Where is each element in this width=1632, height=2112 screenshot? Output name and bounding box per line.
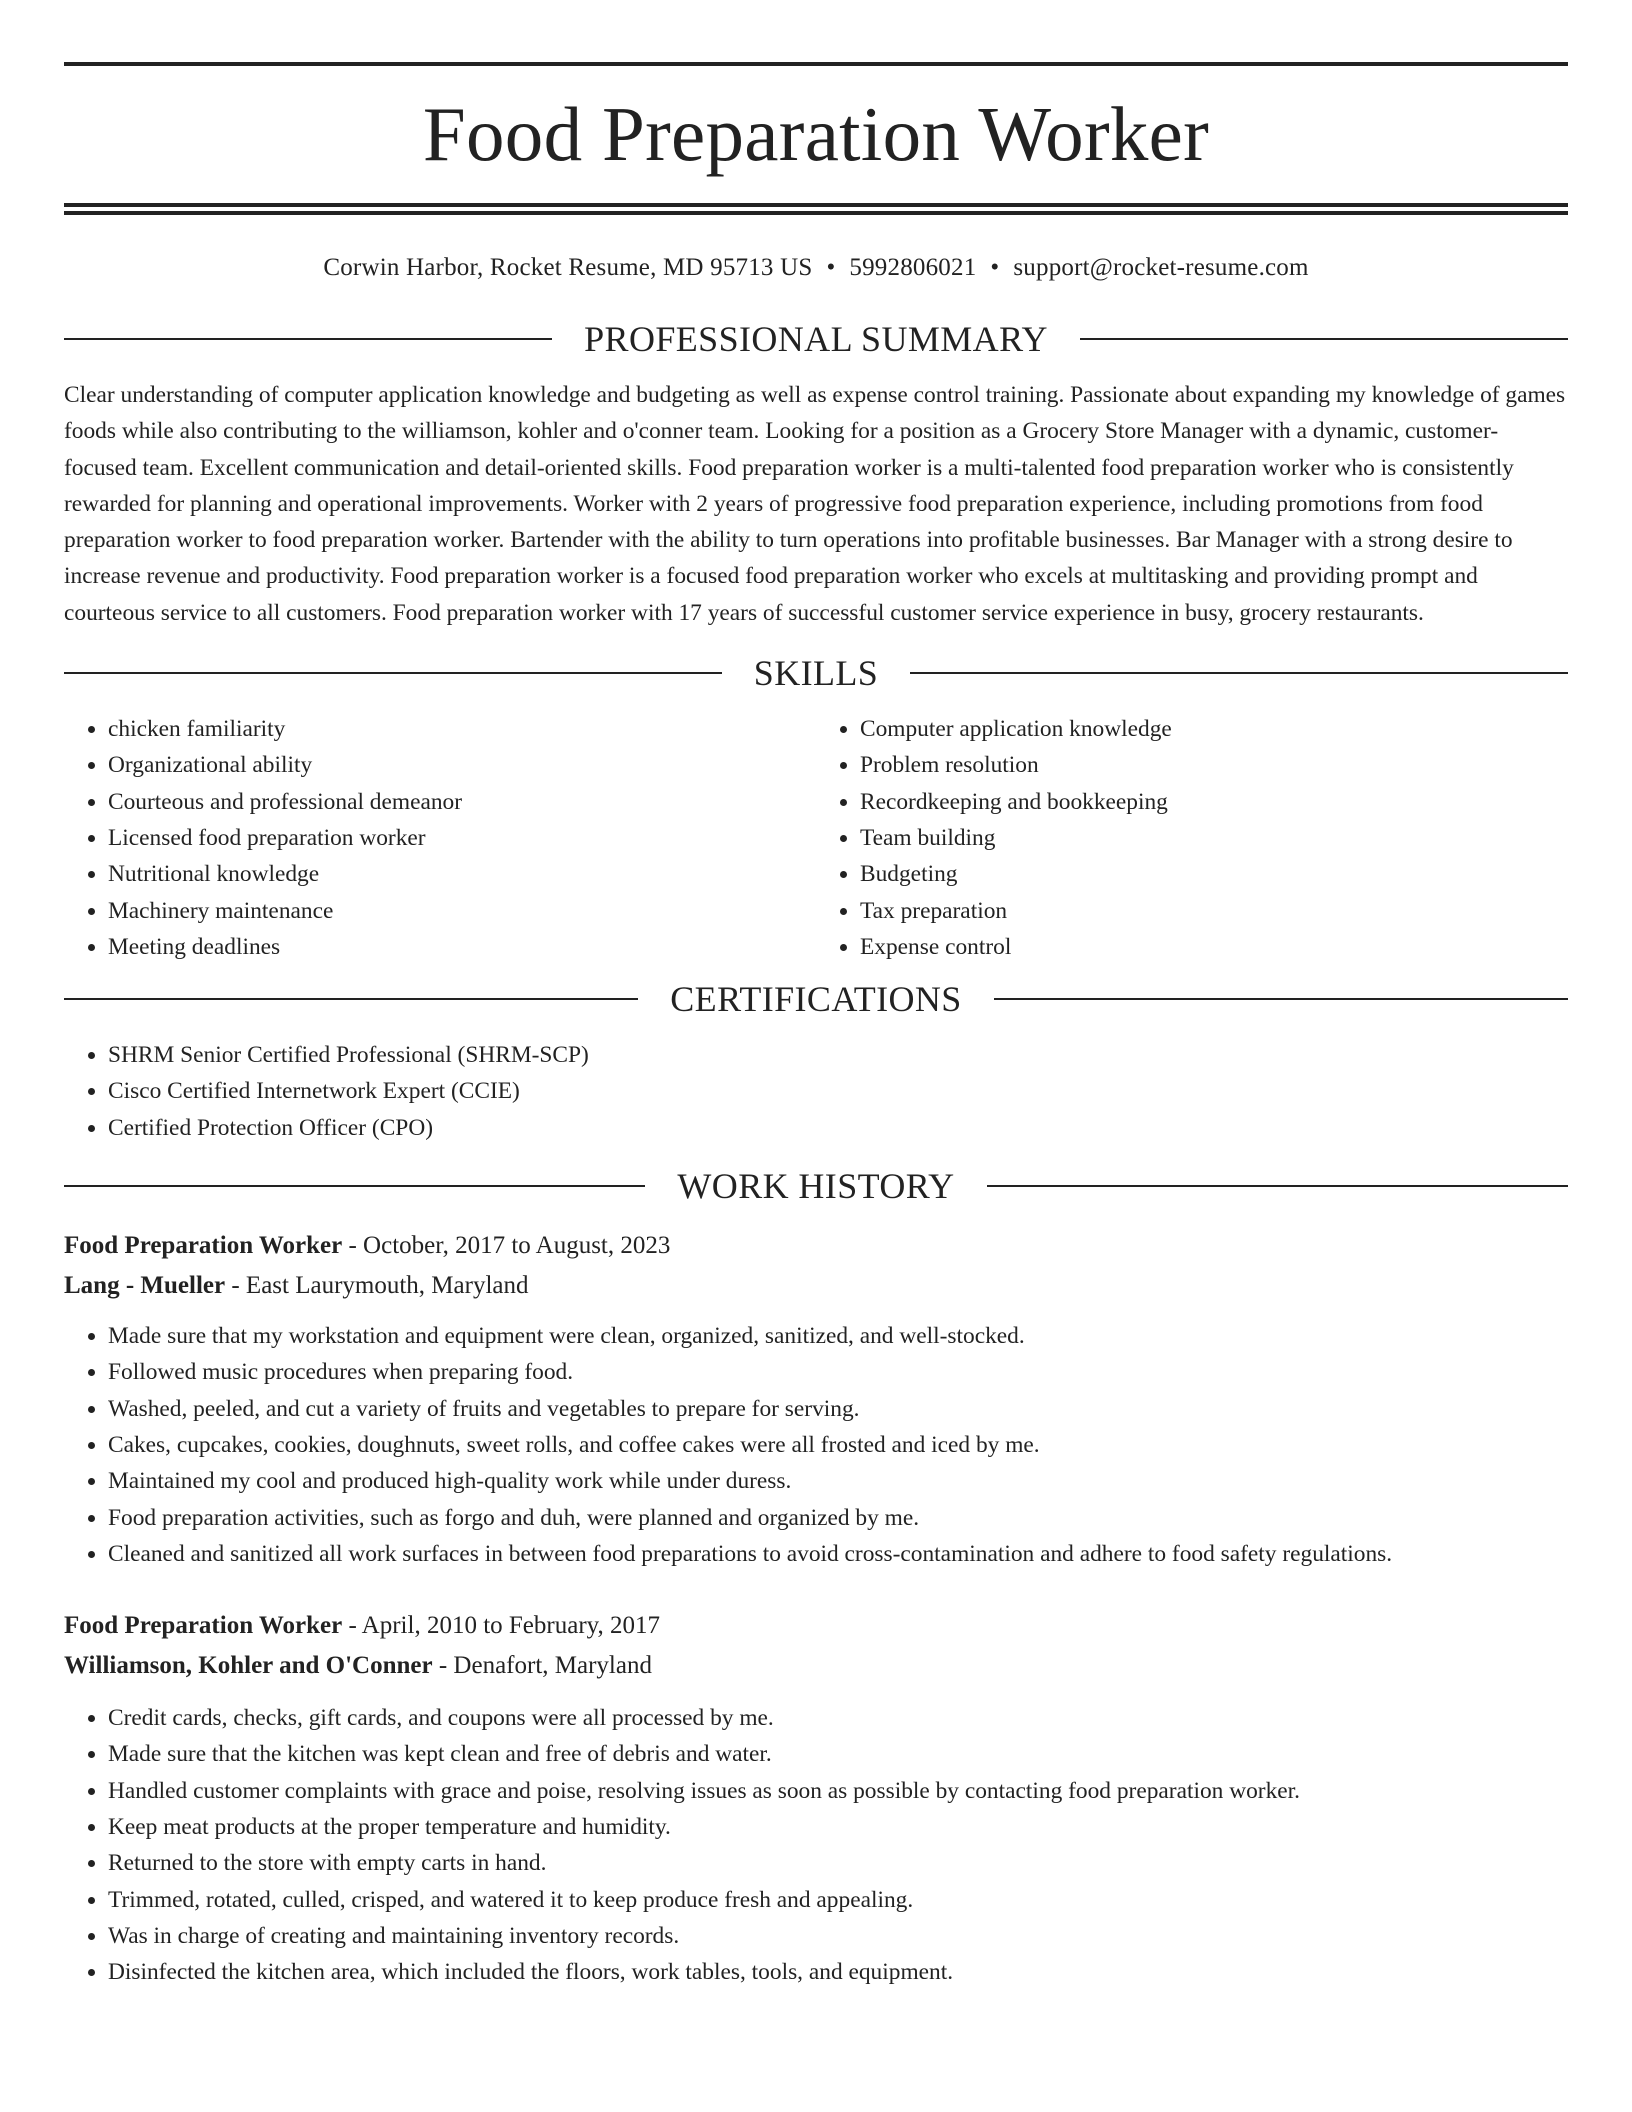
skills-right-list <box>816 711 1568 965</box>
job-location: - East Laurymouth, Maryland <box>225 1272 529 1300</box>
skill-item: • Organizational ability <box>108 747 816 783</box>
job-bullet: • Keep meat products at the proper temperature and humidity. <box>108 1809 1568 1845</box>
summary-text: Clear understanding of computer application knowledge and budgeting as well as expense control training. Passionate about expanding my knowledge of games foods while also contributing to the williamson, kohler and o'conner team. Looking for a position as a Grocery Store Manager with a dynamic, customer-focused team. Excellent communication and detail-oriented skills. Food preparation worker is a multi-talented food preparation worker who is consistently rewarded for planning and operational improvements. Worker with 2 years of progressive food preparation experience, including promotions from food preparation worker to food preparation worker. Bartender with the ability to turn operations into profitable businesses. Bar Manager with a strong desire to increase revenue and productivity. Food preparation worker is a focused food preparation worker who excels at multitasking and providing prompt and courteous service to all customers. Food preparation worker with 17 years of successful customer service experience in busy, grocery restaurants. <box>64 382 1566 626</box>
skill-item: • Computer application knowledge <box>860 711 1568 747</box>
certification-item: • SHRM Senior Certified Professional (SHRM-SCP) <box>108 1037 1568 1073</box>
job-title: Food Preparation Worker <box>64 1232 343 1260</box>
heading-rule <box>1080 338 1568 340</box>
skill-item: • Courteous and professional demeanor <box>108 784 816 820</box>
heading-rule <box>64 338 552 340</box>
job-bullet: • Returned to the store with empty carts in hand. <box>108 1845 1568 1881</box>
job-bullet: • Handled customer complaints with grace and poise, resolving issues as soon as possible by contacting food preparation worker. <box>108 1773 1568 1809</box>
certifications-section-heading <box>64 979 1568 1019</box>
top-rule <box>64 62 1568 66</box>
job-bullet: • Food preparation activities, such as forgo and duh, were planned and organized by me. <box>108 1500 1568 1536</box>
job-bullet: • Maintained my cool and produced high-quality work while under duress. <box>108 1463 1568 1499</box>
skills-section-heading <box>64 653 1568 693</box>
resume-title: Food Preparation Worker <box>422 91 1210 177</box>
summary-section-heading <box>64 319 1568 359</box>
job-bullet: • Cakes, cupcakes, cookies, doughnuts, sweet rolls, and coffee cakes were all frosted and iced by me. <box>108 1427 1568 1463</box>
job-bullet: • Was in charge of creating and maintaining inventory records. <box>108 1918 1568 1954</box>
skills-column-right <box>816 711 1568 965</box>
skill-item: • Budgeting <box>860 856 1568 892</box>
skill-item: • Problem resolution <box>860 747 1568 783</box>
job-company-line <box>64 1266 1568 1306</box>
skills-heading-label: SKILLS <box>753 653 879 694</box>
heading-rule <box>64 1185 645 1187</box>
title-double-rule <box>64 203 1568 215</box>
job-bullet: • Credit cards, checks, gift cards, and coupons were all processed by me. <box>108 1700 1568 1736</box>
heading-rule <box>64 672 722 674</box>
skill-item: • chicken familiarity <box>108 711 816 747</box>
contact-phone: 5992806021 <box>849 254 977 281</box>
job-entry <box>64 1226 1568 1572</box>
contact-email: support@rocket-resume.com <box>1013 254 1309 281</box>
job-company: Lang - Mueller <box>64 1272 226 1300</box>
heading-rule <box>910 672 1568 674</box>
heading-rule <box>994 998 1568 1000</box>
job-entry <box>64 1606 1568 1990</box>
job-company-line <box>64 1646 1568 1686</box>
summary-heading-label: PROFESSIONAL SUMMARY <box>584 319 1048 359</box>
contact-separator: • <box>826 254 836 281</box>
job-bullet: • Washed, peeled, and cut a variety of fruits and vegetables to prepare for serving. <box>108 1391 1568 1427</box>
job-bullet: • Trimmed, rotated, culled, crisped, and watered it to keep produce fresh and appealing. <box>108 1882 1568 1918</box>
skill-item: • Meeting deadlines <box>108 929 816 965</box>
skill-item: • Tax preparation <box>860 893 1568 929</box>
job-title-line <box>64 1606 1568 1646</box>
job-title: Food Preparation Worker <box>64 1612 343 1640</box>
skill-item: • Recordkeeping and bookkeeping <box>860 784 1568 820</box>
job-title-line <box>64 1226 1568 1266</box>
skill-item: • Licensed food preparation worker <box>108 820 816 856</box>
certification-item: • Certified Protection Officer (CPO) <box>108 1110 1568 1146</box>
job-bullet: • Followed music procedures when preparing food. <box>108 1354 1568 1390</box>
job-bullets <box>64 1318 1568 1572</box>
skill-item: • Machinery maintenance <box>108 893 816 929</box>
contact-line <box>64 255 1568 285</box>
job-company: Williamson, Kohler and O'Conner <box>64 1652 433 1680</box>
contact-address: Corwin Harbor, Rocket Resume, MD 95713 US <box>323 254 813 281</box>
skill-item: • Expense control <box>860 929 1568 965</box>
skill-item: • Nutritional knowledge <box>108 856 816 892</box>
job-bullet: • Made sure that the kitchen was kept clean and free of debris and water. <box>108 1736 1568 1772</box>
job-bullet: • Disinfected the kitchen area, which included the floors, work tables, tools, and equipment. <box>108 1954 1568 1990</box>
job-bullets <box>64 1700 1568 1990</box>
certifications-heading-label: CERTIFICATIONS <box>670 979 962 1020</box>
skill-item: • Team building <box>860 820 1568 856</box>
heading-rule <box>987 1185 1568 1187</box>
job-dates: - October, 2017 to August, 2023 <box>342 1232 671 1260</box>
skills-column-left <box>64 711 816 965</box>
skills-list <box>64 711 1568 965</box>
skills-left-list <box>64 711 816 965</box>
certification-item: • Cisco Certified Internetwork Expert (CCIE) <box>108 1073 1568 1109</box>
job-dates: - April, 2010 to February, 2017 <box>342 1612 661 1640</box>
work-history-heading-label: WORK HISTORY <box>677 1166 955 1207</box>
heading-rule <box>64 998 638 1000</box>
work-history-section-heading <box>64 1166 1568 1206</box>
job-bullet: • Cleaned and sanitized all work surfaces in between food preparations to avoid cross-contamination and adhere to food safety regulations. <box>108 1536 1568 1572</box>
job-location: - Denafort, Maryland <box>432 1652 652 1680</box>
contact-separator: • <box>990 254 1000 281</box>
job-bullet: • Made sure that my workstation and equipment were clean, organized, sanitized, and well-stocked. <box>108 1318 1568 1354</box>
certifications-list <box>64 1037 1568 1146</box>
